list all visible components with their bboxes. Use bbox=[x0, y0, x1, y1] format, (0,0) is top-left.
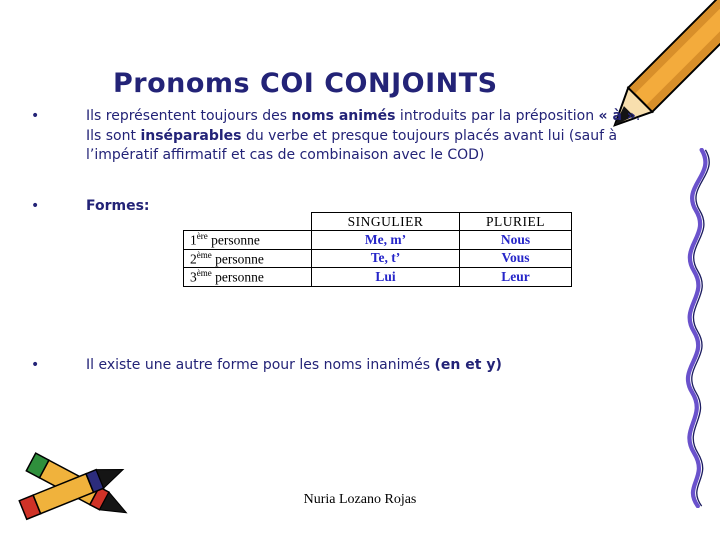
cell-pluriel-1: Nous bbox=[460, 231, 572, 250]
bullet1-text bbox=[86, 107, 660, 166]
col-header-singulier: SINGULIER bbox=[312, 213, 460, 231]
squiggle-icon bbox=[672, 148, 718, 508]
text-run: personne bbox=[207, 232, 260, 248]
bullet-item-1 bbox=[28, 107, 660, 166]
bold-run: inséparables bbox=[140, 127, 242, 144]
text-run: introduits par la préposition bbox=[395, 108, 599, 124]
row-label-3 bbox=[184, 268, 312, 287]
col-header-pluriel: PLURIEL bbox=[460, 213, 572, 231]
text-run: personne bbox=[211, 269, 264, 285]
table-corner-cell bbox=[184, 213, 312, 231]
text-run: Ils représentent toujours des bbox=[86, 108, 292, 124]
table-row bbox=[184, 249, 572, 268]
pronoun-table bbox=[183, 212, 572, 287]
footer-author: Nuria Lozano Rojas bbox=[303, 492, 417, 507]
text-run: 1 bbox=[190, 232, 197, 248]
table-header-row bbox=[184, 213, 572, 231]
bold-run: (en et y) bbox=[434, 357, 502, 373]
text-run: 3 bbox=[190, 269, 197, 285]
slide-title: Pronoms COI CONJOINTS bbox=[113, 68, 498, 99]
bullet-item-3 bbox=[28, 356, 638, 376]
cell-singulier-3: Lui bbox=[312, 268, 460, 287]
cell-pluriel-2: Vous bbox=[460, 249, 572, 268]
crayons-icon bbox=[15, 432, 165, 532]
bullet-marker: • bbox=[31, 357, 40, 373]
bullet-item-2 bbox=[28, 197, 150, 217]
row-label-2 bbox=[184, 249, 312, 268]
bold-run: « à » bbox=[598, 108, 636, 124]
table-row bbox=[184, 231, 572, 250]
text-run: personne bbox=[211, 251, 264, 266]
bullet-marker: • bbox=[31, 108, 40, 124]
text-run: Il existe une autre forme pour les noms inanimés bbox=[86, 357, 435, 373]
bullet3-text bbox=[86, 356, 502, 376]
cell-pluriel-3: Leur bbox=[460, 268, 572, 287]
text-run: du verbe et presque toujours placés avant lui (sauf à l’impératif affirmatif et cas de combinaison avec le COD) bbox=[86, 127, 618, 164]
bold-run: noms animés bbox=[291, 108, 396, 124]
text-run: . Ils sont bbox=[86, 108, 641, 144]
text-run: 2 bbox=[190, 251, 197, 266]
cell-singulier-2: Te, t’ bbox=[312, 249, 460, 268]
row-label-1 bbox=[184, 231, 312, 250]
ordinal-sup: ème bbox=[196, 268, 212, 278]
ordinal-sup: ème bbox=[196, 249, 212, 260]
cell-singulier-1: Me, m’ bbox=[312, 231, 460, 250]
table-row bbox=[184, 268, 572, 287]
bullet-marker: • bbox=[31, 198, 40, 214]
ordinal-sup: ère bbox=[196, 231, 208, 241]
formes-label: Formes: bbox=[86, 198, 150, 214]
